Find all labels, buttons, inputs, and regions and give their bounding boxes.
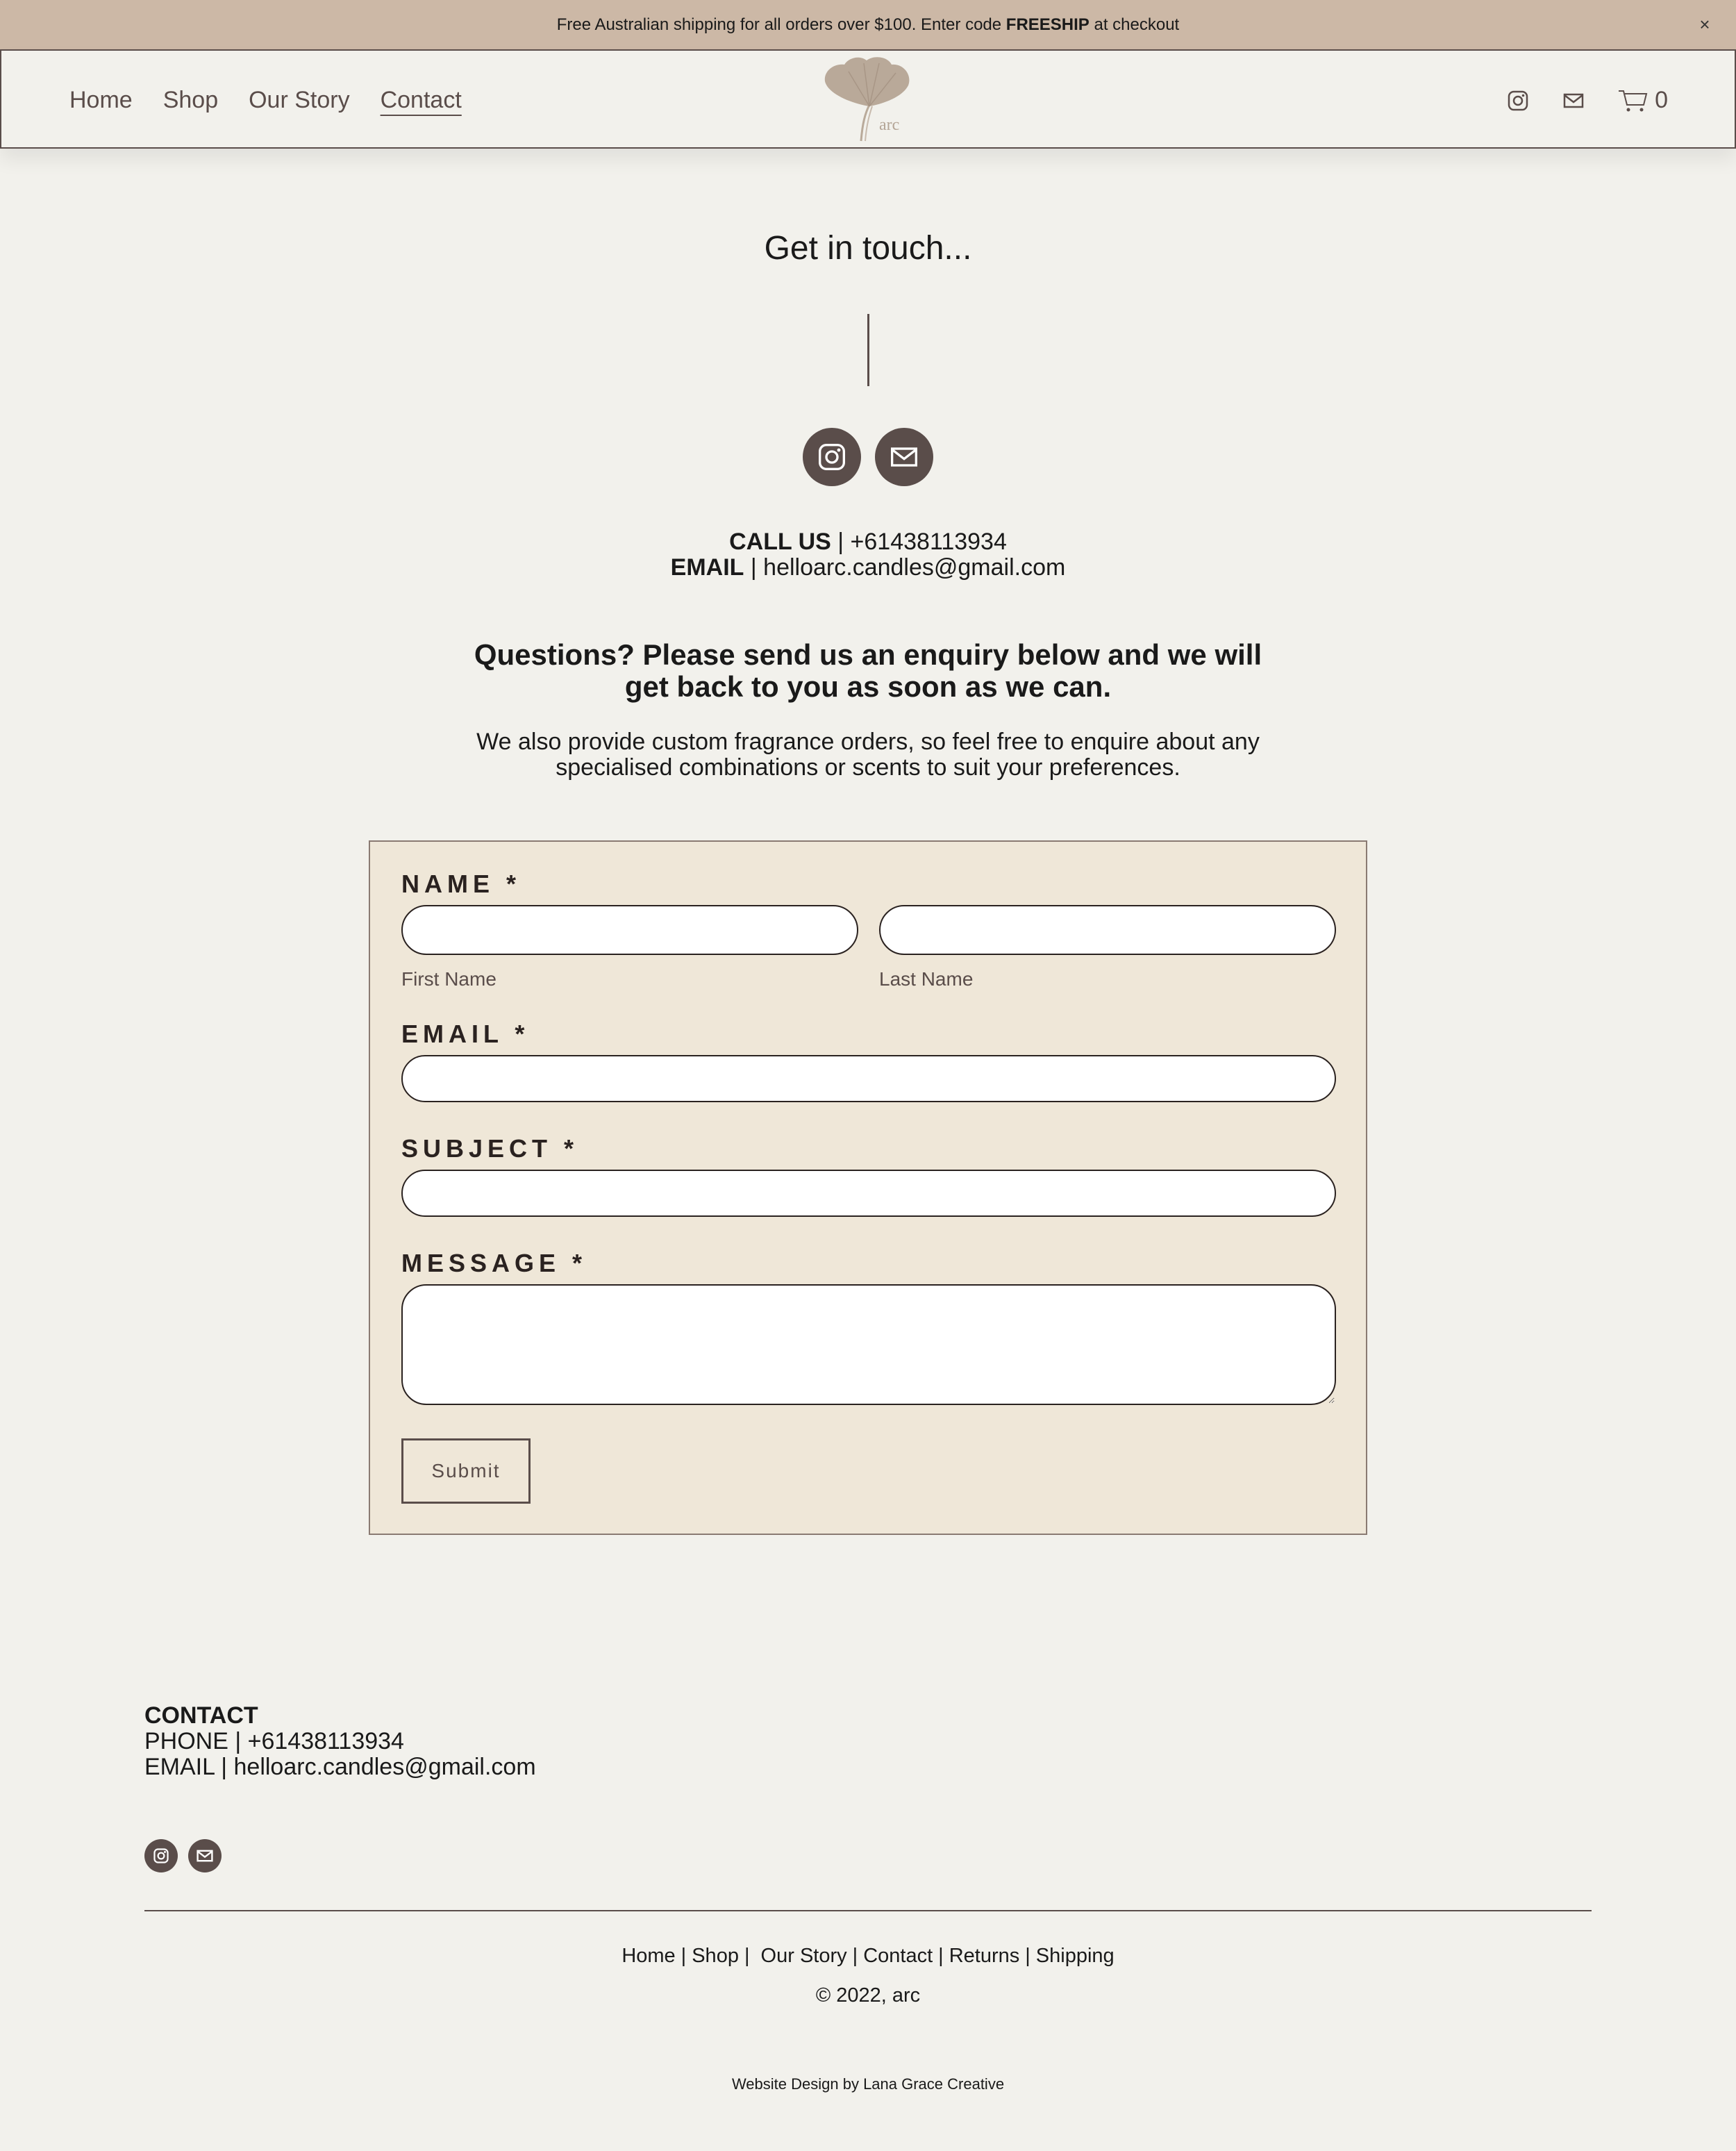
mail-icon[interactable] [1562, 89, 1585, 113]
submit-button[interactable]: Submit [401, 1438, 531, 1504]
header-icons [1506, 51, 1668, 150]
subject-input[interactable] [401, 1170, 1336, 1217]
footer-link-shipping[interactable]: Shipping [1035, 1945, 1115, 1967]
contact-details [0, 529, 1736, 581]
last-name-input[interactable] [879, 905, 1336, 955]
footer-link-shop[interactable]: Shop [692, 1945, 739, 1967]
last-name-sublabel: Last Name [879, 968, 974, 990]
footer-links: Home | Shop | Our Story | Contact | Returns | Shipping [621, 1945, 1115, 1967]
email-input[interactable] [401, 1055, 1336, 1102]
message-label: MESSAGE * [401, 1249, 587, 1277]
subject-label: SUBJECT * [401, 1134, 579, 1163]
footer-contact-title: CONTACT [144, 1702, 258, 1729]
nav-shop[interactable]: Shop [162, 87, 219, 113]
footer-divider [144, 1910, 1592, 1911]
promo-code: FREESHIP [1005, 15, 1090, 34]
message-textarea[interactable] [401, 1284, 1336, 1405]
footer-link-contact[interactable]: Contact [863, 1945, 933, 1967]
mail-icon[interactable] [188, 1839, 222, 1872]
footer-social-icons [144, 1839, 222, 1872]
design-credit[interactable]: Website Design by Lana Grace Creative [731, 2075, 1005, 2093]
custom-orders-text: We also provide custom fragrance orders, so feel free to enquire about any specialised combinations or scents to suit your preferences. [476, 729, 1260, 781]
cart-icon [1617, 88, 1648, 113]
footer-link-returns[interactable]: Returns [949, 1945, 1020, 1967]
announcement-bar [0, 0, 1736, 49]
name-label: NAME * [401, 870, 521, 898]
nav-home[interactable]: Home [69, 87, 133, 113]
email-label: EMAIL * [401, 1020, 530, 1048]
announcement-text: Free Australian shipping for all orders over $100. Enter code FREESHIP at checkout [556, 15, 1180, 34]
site-header [0, 49, 1736, 149]
cart-button[interactable] [1617, 87, 1668, 114]
page-title: Get in touch... [764, 230, 972, 267]
first-name-sublabel: First Name [401, 968, 496, 990]
logo-text: arc [879, 116, 900, 134]
nav-contact[interactable]: Contact [380, 87, 462, 113]
main-nav [69, 51, 462, 150]
call-us-line: CALL US | +61438113934 [729, 529, 1007, 555]
email-line: EMAIL | helloarc.candles@gmail.com [670, 554, 1066, 581]
social-icons-large [803, 428, 933, 486]
instagram-icon[interactable] [803, 428, 861, 486]
vertical-divider [867, 314, 869, 386]
contact-form [369, 840, 1367, 1535]
footer-email: EMAIL | helloarc.candles@gmail.com [144, 1754, 536, 1780]
cart-count: 0 [1655, 87, 1668, 113]
enquiry-heading: Questions? Please send us an enquiry below and we will get back to you as soon as we can. [474, 638, 1262, 703]
ginkgo-leaf-logo[interactable] [821, 53, 918, 145]
close-icon[interactable]: × [1699, 13, 1710, 35]
nav-our-story[interactable]: Our Story [249, 87, 350, 113]
footer-link-home[interactable]: Home [621, 1945, 676, 1967]
first-name-input[interactable] [401, 905, 858, 955]
instagram-icon[interactable] [1506, 89, 1530, 113]
copyright: © 2022, arc [815, 1984, 921, 2007]
mail-icon[interactable] [875, 428, 933, 486]
footer-link-our-story[interactable]: Our Story [755, 1945, 847, 1967]
footer-contact [144, 1703, 536, 1780]
instagram-icon[interactable] [144, 1839, 178, 1872]
footer-phone: PHONE | +61438113934 [144, 1728, 404, 1754]
